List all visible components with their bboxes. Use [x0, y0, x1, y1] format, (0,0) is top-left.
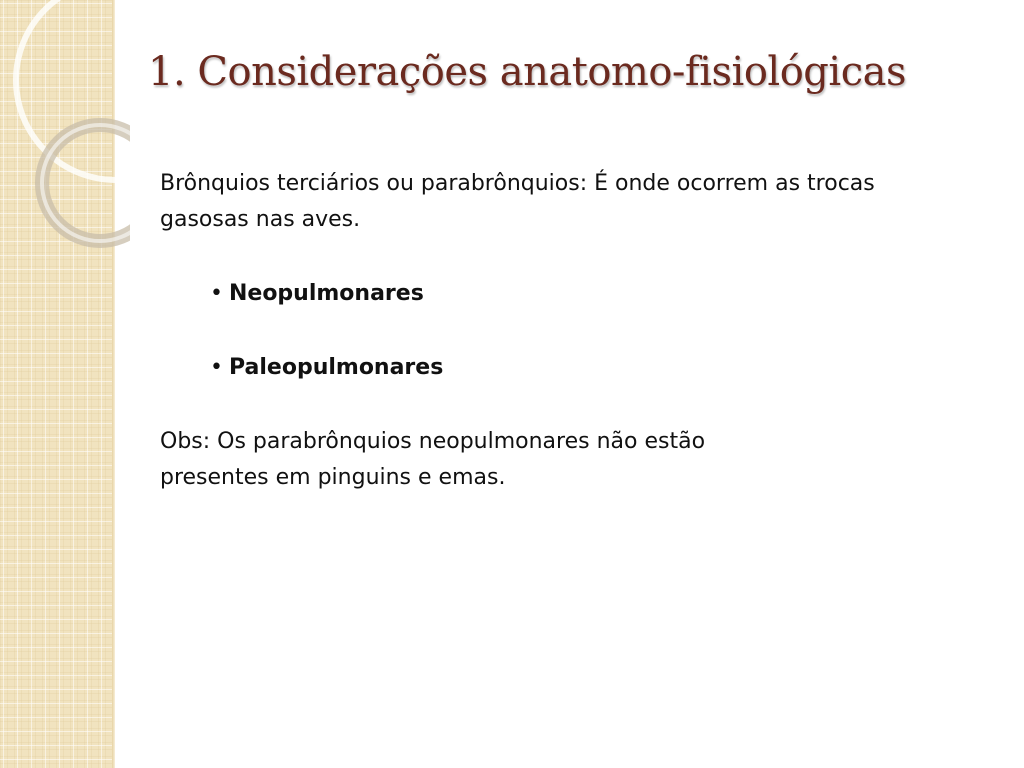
bullet-label: Neopulmonares: [228, 281, 424, 306]
bullet-item: [160, 350, 960, 386]
bullet-label: Paleopulmonares: [228, 355, 444, 380]
slide-body: [160, 166, 960, 496]
decorative-ring-small: [42, 125, 130, 241]
bullet-item: [160, 276, 960, 312]
bullet-icon: •: [210, 281, 223, 306]
slide-title: 1. Considerações anatomo-fisiológicas: [148, 49, 906, 95]
bullet-icon: •: [210, 355, 223, 380]
decorative-ring-large: [16, 0, 130, 180]
intro-paragraph: Brônquios terciários ou parabrônquios: É onde ocorrem as trocas gasosas nas aves.: [160, 171, 875, 232]
note-paragraph: Obs: Os parabrônquios neopulmonares não estão presentes em pinguins e emas.: [160, 429, 706, 490]
decorative-rings: [0, 0, 130, 260]
